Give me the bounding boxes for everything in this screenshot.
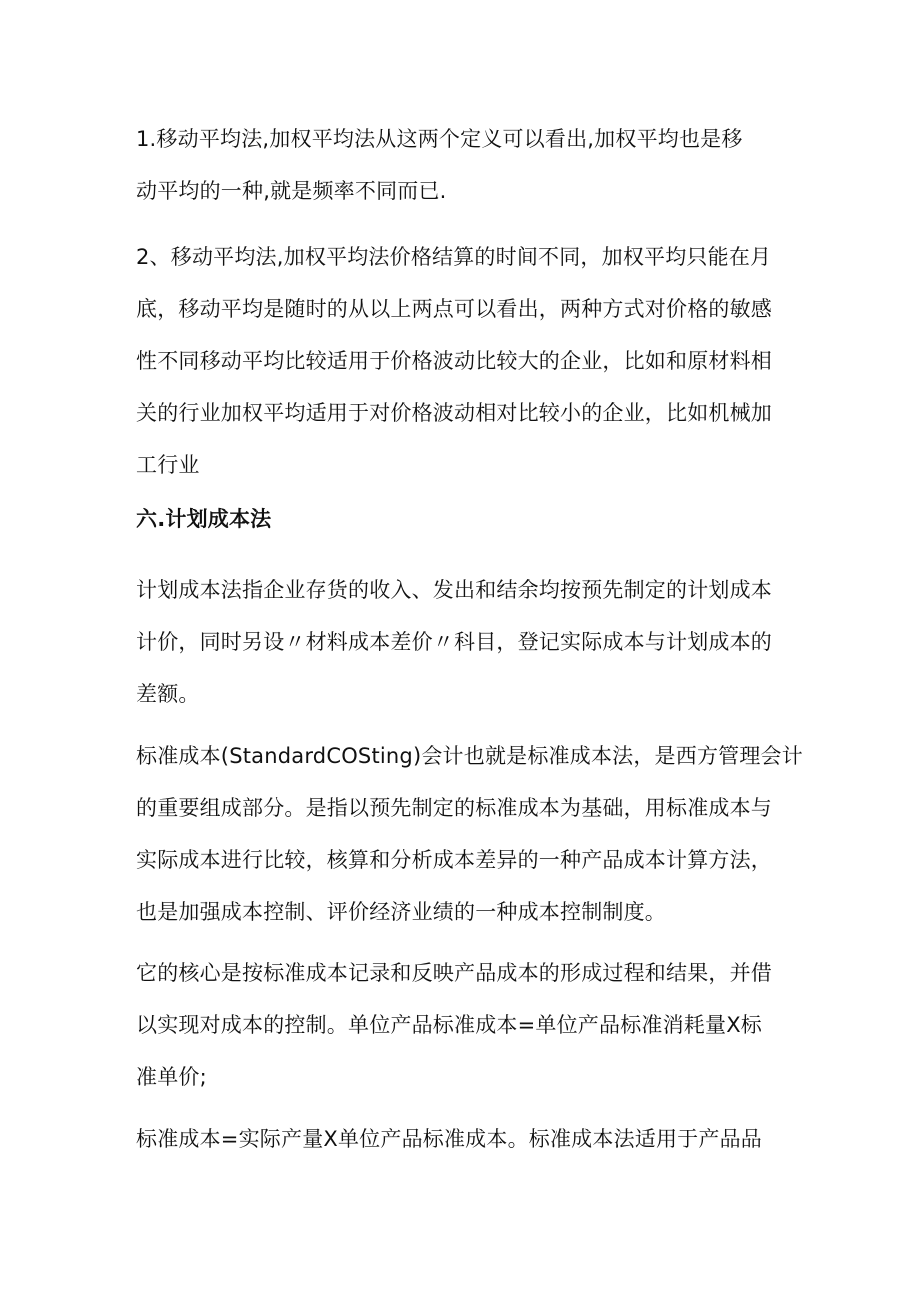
paragraph-settlement-timing xyxy=(136,231,796,491)
text-line: 计划成本法指企业存货的收入、发出和结余均按预先制定的计划成本 xyxy=(136,578,772,602)
text-line: 准单价; xyxy=(136,1065,207,1089)
section-heading xyxy=(136,493,796,545)
text-line: 也是加强成本控制、评价经济业绩的一种成本控制制度。 xyxy=(136,900,666,924)
text-line: 关的行业加权平均适用于对价格波动相对比较小的企业，比如机械加 xyxy=(136,401,772,425)
paragraph-standard-costing xyxy=(136,730,803,938)
text-line: 性不同移动平均比较适用于价格波动比较大的企业，比如和原材料相 xyxy=(136,349,772,373)
text-line: 实际成本进行比较，核算和分析成本差异的一种产品成本计算方法， xyxy=(136,848,772,872)
text-line: 底，移动平均是随时的从以上两点可以看出，两种方式对价格的敏感 xyxy=(136,297,772,321)
text-line: 动平均的一种,就是频率不同而已. xyxy=(136,179,447,203)
text-line: 1.移动平均法,加权平均法从这两个定义可以看出,加权平均也是移 xyxy=(136,127,743,151)
paragraph-standard-cost-formula xyxy=(136,1113,796,1165)
text-line: 2、移动平均法,加权平均法价格结算的时间不同，加权平均只能在月 xyxy=(136,245,772,269)
text-line: 计价，同时另设〃材料成本差价〃科目，登记实际成本与计划成本的 xyxy=(136,630,772,654)
paragraph-moving-vs-weighted xyxy=(136,113,796,217)
text-line: 标准成本=实际产量X单位产品标准成本。标准成本法适用于产品品 xyxy=(136,1127,762,1151)
text-line: 的重要组成部分。是指以预先制定的标准成本为基础，用标准成本与 xyxy=(136,796,772,820)
text-line: 差额。 xyxy=(136,682,200,706)
section-heading-text: 六.计划成本法 xyxy=(136,507,272,531)
text-line: 工行业 xyxy=(136,453,200,477)
text-line: 标准成本(StandardCOSting)会计也就是标准成本法，是西方管理会计 xyxy=(136,744,803,768)
paragraph-planned-cost xyxy=(136,564,796,720)
text-line: 以实现对成本的控制。单位产品标准成本=单位产品标准消耗量X标 xyxy=(136,1013,762,1037)
text-line: 它的核心是按标准成本记录和反映产品成本的形成过程和结果，并借 xyxy=(136,961,772,985)
paragraph-core-idea xyxy=(136,947,796,1103)
